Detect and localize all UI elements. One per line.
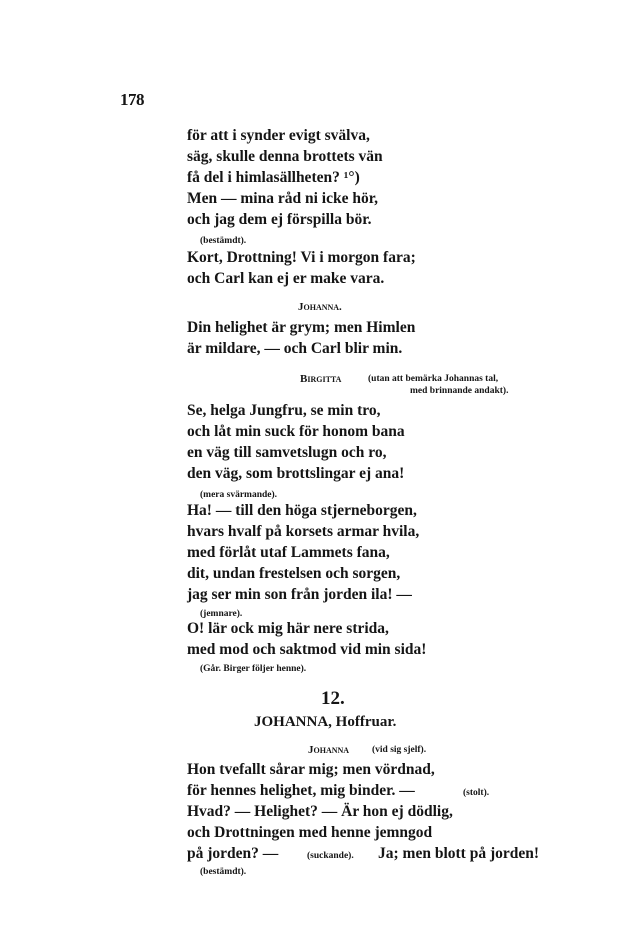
verse-line: Se, helga Jungfru, se min tro, (187, 402, 381, 419)
scene-title: JOHANNA, Hoffruar. (254, 714, 397, 730)
verse-line: Kort, Drottning! Vi i morgon fara; (187, 249, 416, 266)
stage-direction: (bestämdt). (200, 236, 247, 246)
verse-line: Hvad? — Helighet? — Är hon ej dödlig, (187, 803, 453, 820)
page-number: 178 (120, 90, 144, 109)
verse-line: en väg till samvetslugn och ro, (187, 444, 387, 461)
verse-line: och Drottningen med henne jemngod (187, 824, 433, 841)
stage-direction: med brinnande andakt). (410, 386, 509, 396)
verse-line: hvars hvalf på korsets armar hvila, (187, 523, 420, 540)
stage-direction: (jemnare). (200, 609, 243, 619)
stage-direction: (Går. Birger följer henne). (200, 664, 307, 674)
verse-line: och Carl kan ej er make vara. (187, 270, 385, 287)
verse-line: med förlåt utaf Lammets fana, (187, 544, 390, 561)
verse-line: den väg, som brottslingar ej ana! (187, 465, 405, 482)
verse-line: och låt min suck för honom bana (187, 423, 405, 440)
verse-line: dit, undan frestelsen och sorgen, (187, 565, 401, 582)
speaker-name: Johanna (308, 744, 350, 756)
stage-direction: (mera svärmande). (200, 490, 278, 500)
verse-line: Hon tvefallt sårar mig; men vördnad, (187, 761, 435, 778)
verse-line: är mildare, — och Carl blir min. (187, 340, 403, 357)
speaker-name: Johanna. (298, 301, 342, 313)
stage-direction: (utan att bemärka Johannas tal, (368, 374, 499, 384)
verse-line: O! lär ock mig här nere strida, (187, 620, 389, 637)
verse-line: med mod och saktmod vid min sida! (187, 641, 427, 658)
verse-line: få del i himlasällheten? ¹°) (187, 169, 360, 186)
stage-direction: (suckande). (307, 851, 354, 861)
verse-line: Din helighet är grym; men Himlen (187, 319, 416, 336)
speaker-name: Birgitta (300, 373, 342, 385)
verse-line: för att i synder evigt svälva, (187, 127, 370, 144)
verse-line: Ha! — till den höga stjerneborgen, (187, 502, 417, 519)
scene-number: 12. (321, 688, 345, 709)
verse-line: Men — mina råd ni icke hör, (187, 190, 379, 207)
stage-direction: (vid sig sjelf). (372, 745, 427, 755)
verse-line: säg, skulle denna brottets vän (187, 148, 383, 165)
verse-line: för hennes helighet, mig binder. — (187, 782, 415, 799)
stage-direction: (bestämdt). (200, 867, 247, 877)
verse-line: och jag dem ej förspilla bör. (187, 211, 372, 228)
stage-direction: (stolt). (463, 788, 490, 798)
verse-line: jag ser min son från jorden ila! — (187, 586, 412, 603)
verse-line: på jorden? — (187, 845, 279, 862)
verse-line: Ja; men blott på jorden! (378, 845, 540, 862)
